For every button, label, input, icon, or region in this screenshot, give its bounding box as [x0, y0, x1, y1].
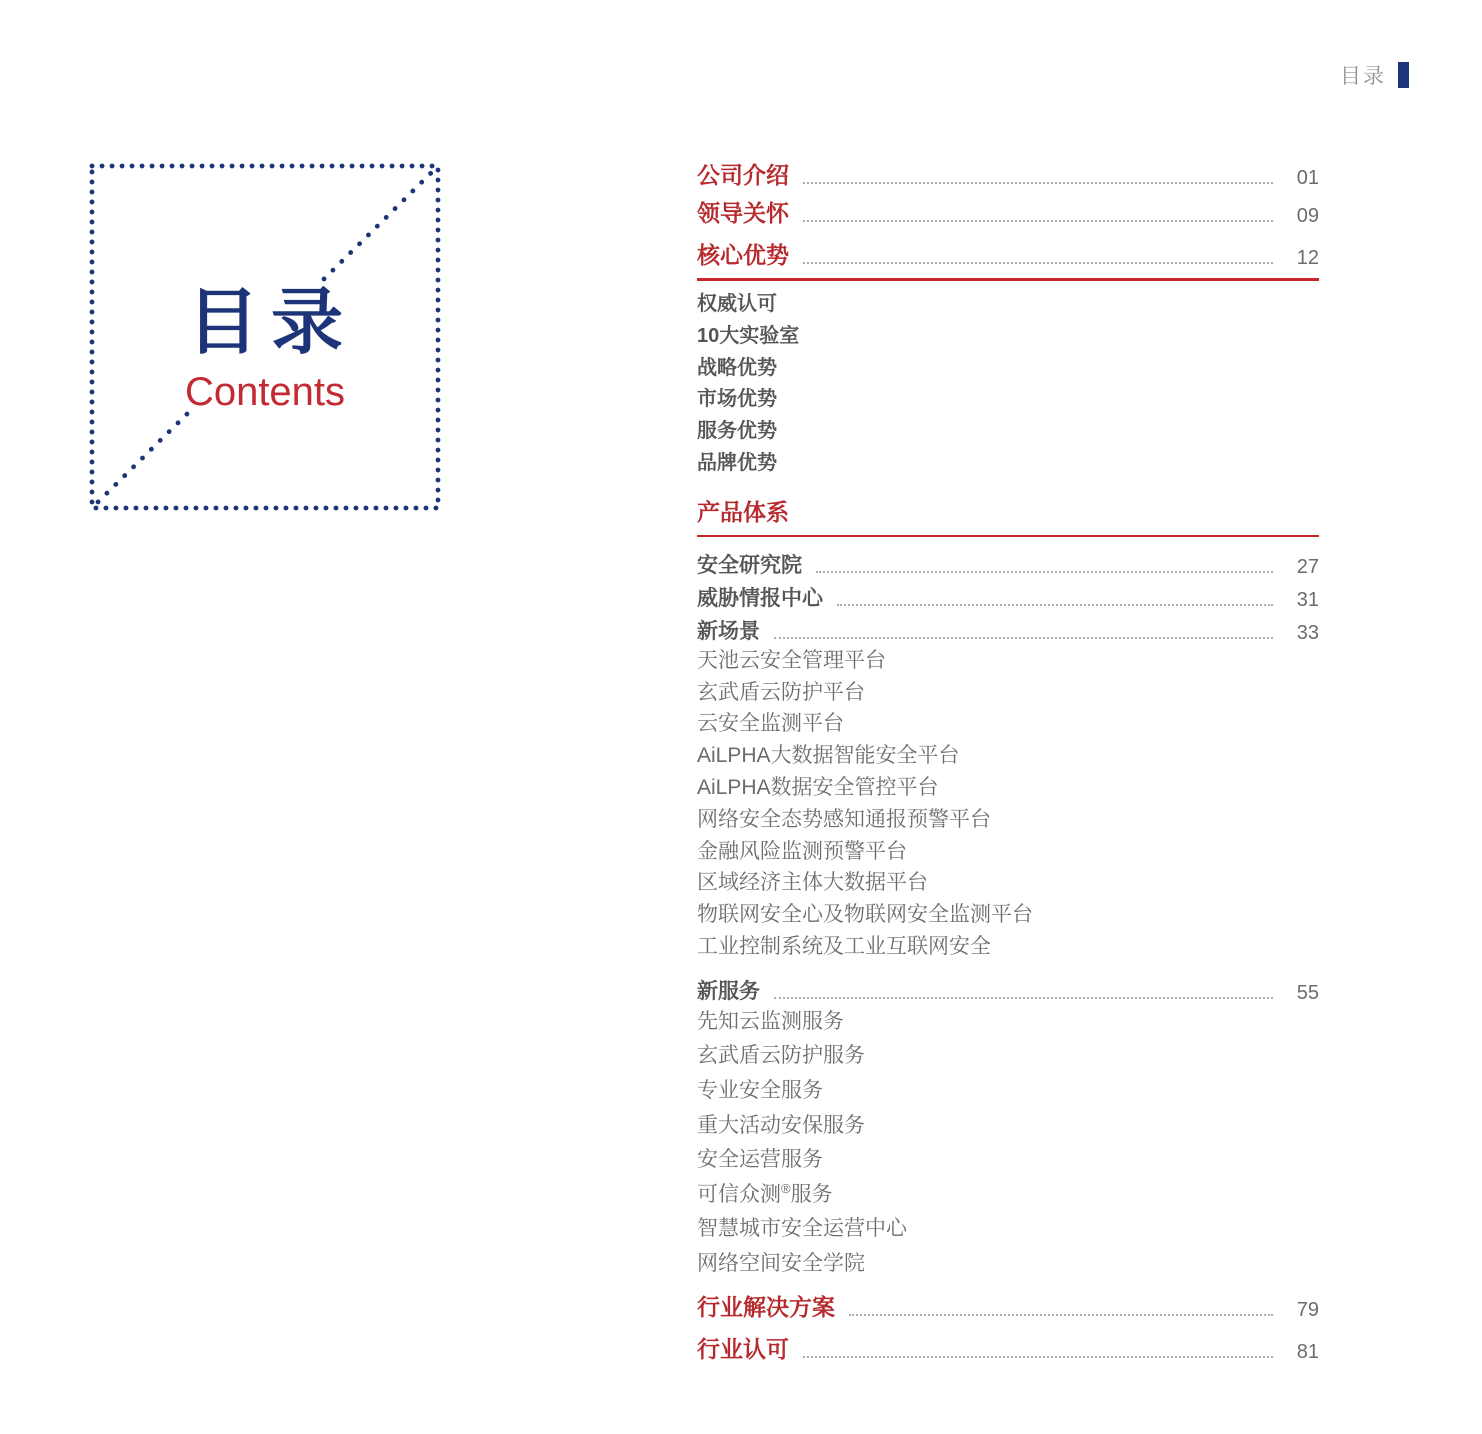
toc-entry-page: 09 — [1296, 205, 1319, 227]
toc-subitem: 网络安全态势感知通报预警平台 — [697, 807, 991, 831]
toc-entry-label: 公司介绍 — [697, 162, 789, 188]
toc-entry-label: 领导关怀 — [697, 200, 789, 226]
toc-entry-core-advantages — [697, 240, 1319, 270]
toc-entry-new-services — [697, 972, 1319, 1005]
toc-subitem: 可信众测®服务 — [697, 1180, 833, 1206]
toc-subitem: 市场优势 — [697, 388, 777, 411]
toc-subitem: 工业控制系统及工业互联网安全 — [697, 934, 991, 958]
dotted-leader — [774, 637, 1273, 639]
toc-subitem: 战略优势 — [697, 356, 777, 379]
dotted-leader — [816, 571, 1273, 573]
toc-entry-page: 55 — [1296, 981, 1319, 1004]
contents-title-cn: 目录 — [186, 283, 355, 363]
new-services-sublist — [697, 1005, 1319, 1282]
page-corner-label: 目录 — [1340, 65, 1386, 88]
corner-accent-bar-icon — [1398, 62, 1409, 88]
toc-subitem: 玄武盾云防护平台 — [697, 680, 865, 704]
dotted-leader — [837, 604, 1273, 606]
dotted-leader — [803, 182, 1273, 184]
toc-subitem: 品牌优势 — [697, 451, 777, 474]
toc-entry-new-scenarios — [697, 612, 1319, 645]
toc-subitem: 物联网安全心及物联网安全监测平台 — [697, 903, 1033, 927]
section-rule — [697, 278, 1319, 281]
toc-entry-company-intro — [697, 160, 1319, 190]
toc-subitem: 区域经济主体大数据平台 — [697, 871, 928, 895]
toc-subitem: 云安全监测平台 — [697, 712, 844, 736]
toc-entry-page: 27 — [1296, 555, 1319, 578]
toc-entry-leadership-care — [697, 198, 1319, 228]
toc-entry-label: 行业认可 — [697, 1335, 789, 1362]
toc-subitem: 10大实验室 — [697, 324, 800, 347]
toc-subitem: 网络空间安全学院 — [697, 1251, 865, 1275]
toc-entry-page: 79 — [1296, 1298, 1319, 1321]
toc-subitem: AiLPHA大数据智能安全平台 — [697, 744, 960, 768]
toc-entry-page: 12 — [1296, 247, 1319, 269]
toc-subitem: AiLPHA数据安全管控平台 — [697, 775, 939, 799]
toc-subitem: 先知云监测服务 — [697, 1009, 844, 1033]
toc-entry-industry-recognition — [697, 1334, 1319, 1364]
toc-subitem: 服务优势 — [697, 420, 777, 443]
dotted-leader — [803, 220, 1273, 222]
toc-subitem: 专业安全服务 — [697, 1078, 823, 1102]
dotted-leader — [803, 1356, 1273, 1358]
contents-title-en: Contents — [184, 370, 346, 414]
dotted-leader — [803, 262, 1273, 264]
contents-title-block — [87, 285, 443, 413]
table-of-contents — [697, 150, 1319, 1364]
toc-entry-threat-intel — [697, 579, 1319, 612]
toc-entry-label: 新场景 — [697, 619, 760, 643]
toc-entry-label: 新服务 — [697, 979, 760, 1003]
toc-entry-industry-solutions — [697, 1292, 1319, 1322]
toc-subitem: 权威认可 — [697, 293, 777, 315]
toc-entry-page: 31 — [1296, 588, 1319, 611]
toc-entry-label: 安全研究院 — [697, 553, 802, 577]
toc-subitem: 天池云安全管理平台 — [697, 648, 886, 672]
dotted-leader — [774, 997, 1273, 999]
toc-entry-security-research — [697, 546, 1319, 579]
toc-subitem: 金融风险监测预警平台 — [697, 839, 907, 863]
toc-subitem: 安全运营服务 — [697, 1148, 823, 1172]
toc-subitem: 玄武盾云防护服务 — [697, 1044, 865, 1068]
page-corner-marker — [1340, 60, 1409, 90]
section-rule — [697, 535, 1319, 537]
toc-subitem: 智慧城市安全运营中心 — [697, 1217, 907, 1241]
toc-entry-label: 威胁情报中心 — [697, 586, 823, 610]
toc-entry-page: 01 — [1296, 167, 1319, 189]
toc-entry-label: 核心优势 — [697, 242, 789, 268]
toc-heading-products: 产品体系 — [697, 498, 789, 525]
toc-entry-label: 行业解决方案 — [697, 1293, 835, 1320]
new-scenarios-sublist — [697, 645, 1319, 963]
core-advantages-sublist — [697, 289, 1319, 480]
dotted-leader — [849, 1314, 1273, 1316]
toc-entry-page: 81 — [1296, 1340, 1319, 1363]
toc-entry-page: 33 — [1296, 621, 1319, 644]
toc-subitem: 重大活动安保服务 — [697, 1113, 865, 1137]
contents-box — [87, 161, 443, 513]
